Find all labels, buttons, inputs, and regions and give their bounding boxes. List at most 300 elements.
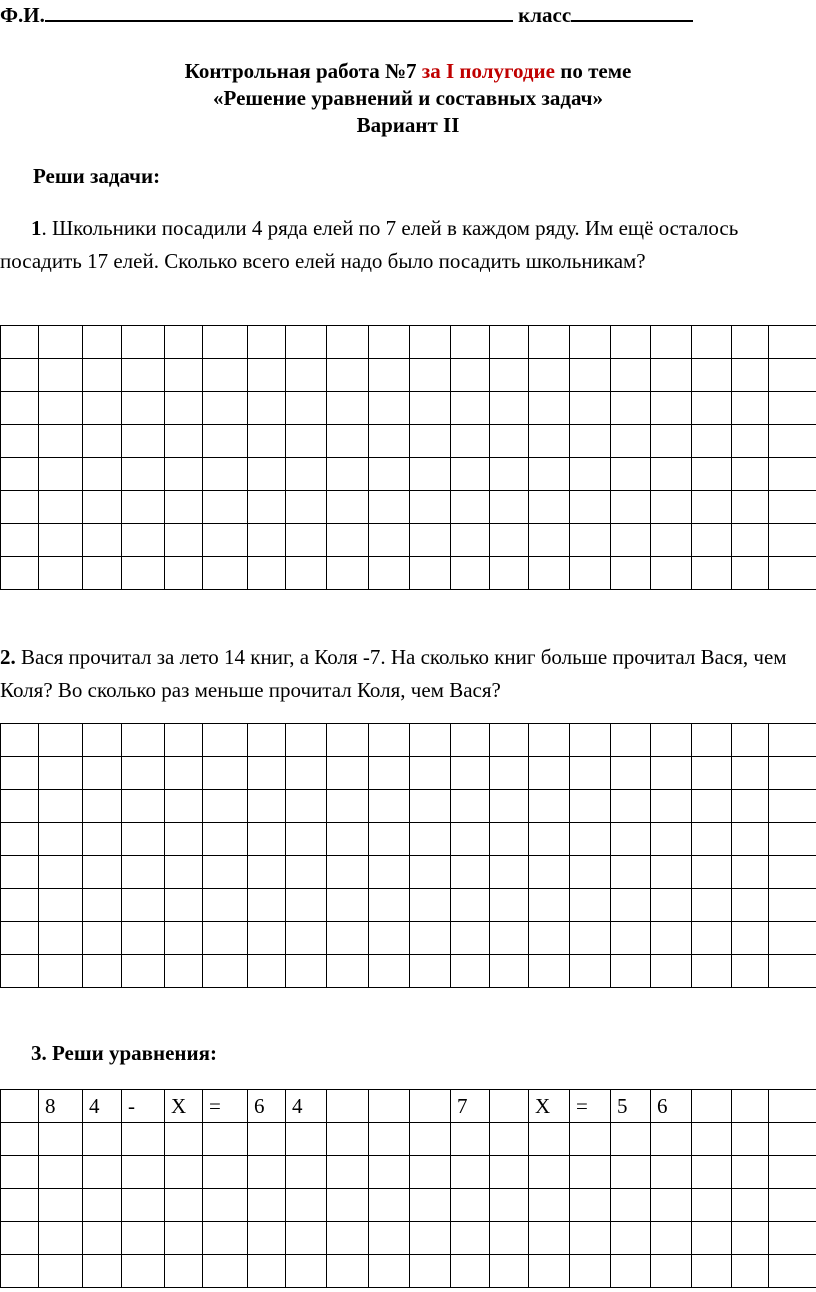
grid-cell[interactable]: [286, 856, 327, 889]
grid-cell[interactable]: [369, 458, 410, 491]
grid-cell[interactable]: [769, 955, 816, 988]
grid-cell[interactable]: [732, 1255, 769, 1288]
grid-cell[interactable]: [165, 326, 203, 359]
grid-cell[interactable]: [203, 724, 248, 757]
grid-cell[interactable]: [692, 757, 732, 790]
grid-cell[interactable]: [410, 790, 451, 823]
equation-cell[interactable]: -: [122, 1090, 165, 1123]
grid-cell[interactable]: [1, 757, 39, 790]
grid-cell[interactable]: [203, 359, 248, 392]
equation-cell[interactable]: =: [570, 1090, 611, 1123]
grid-cell[interactable]: [410, 359, 451, 392]
grid-cell[interactable]: [165, 1123, 203, 1156]
grid-cell[interactable]: [732, 359, 769, 392]
equation-cell[interactable]: [410, 1090, 451, 1123]
grid-cell[interactable]: [769, 1123, 816, 1156]
grid-cell[interactable]: [122, 790, 165, 823]
grid-cell[interactable]: [611, 790, 651, 823]
grid-cell[interactable]: [1, 326, 39, 359]
grid-cell[interactable]: [410, 491, 451, 524]
grid-cell[interactable]: [490, 955, 529, 988]
grid-cell[interactable]: [1, 823, 39, 856]
grid-cell[interactable]: [611, 1123, 651, 1156]
grid-cell[interactable]: [248, 757, 286, 790]
grid-cell[interactable]: [490, 1255, 529, 1288]
grid-cell[interactable]: [611, 757, 651, 790]
grid-cell[interactable]: [327, 1123, 369, 1156]
grid-cell[interactable]: [248, 1123, 286, 1156]
grid-cell[interactable]: [410, 524, 451, 557]
grid-cell[interactable]: [327, 1156, 369, 1189]
grid-cell[interactable]: [769, 359, 816, 392]
grid-cell[interactable]: [611, 491, 651, 524]
grid-cell[interactable]: [769, 458, 816, 491]
grid-cell[interactable]: [490, 557, 529, 590]
grid-cell[interactable]: [286, 458, 327, 491]
grid-cell[interactable]: [451, 790, 490, 823]
grid-cell[interactable]: [1, 1123, 39, 1156]
grid-cell[interactable]: [1, 889, 39, 922]
grid-cell[interactable]: [451, 757, 490, 790]
grid-cell[interactable]: [369, 823, 410, 856]
grid-cell[interactable]: [248, 724, 286, 757]
grid-cell[interactable]: [83, 724, 122, 757]
grid-cell[interactable]: [651, 724, 692, 757]
grid-cell[interactable]: [248, 1156, 286, 1189]
grid-cell[interactable]: [248, 922, 286, 955]
grid-cell[interactable]: [692, 524, 732, 557]
grid-cell[interactable]: [692, 1123, 732, 1156]
equation-cell[interactable]: 4: [286, 1090, 327, 1123]
grid-cell[interactable]: [83, 557, 122, 590]
grid-cell[interactable]: [248, 359, 286, 392]
grid-cell[interactable]: [327, 823, 369, 856]
grid-cell[interactable]: [1, 790, 39, 823]
grid-cell[interactable]: [529, 1255, 570, 1288]
grid-cell[interactable]: [611, 425, 651, 458]
grid-cell[interactable]: [451, 1189, 490, 1222]
grid-cell[interactable]: [692, 1156, 732, 1189]
grid-cell[interactable]: [651, 491, 692, 524]
equation-cell[interactable]: [327, 1090, 369, 1123]
equation-cell[interactable]: 6: [651, 1090, 692, 1123]
grid-cell[interactable]: [451, 557, 490, 590]
grid-cell[interactable]: [122, 1156, 165, 1189]
grid-cell[interactable]: [410, 757, 451, 790]
grid-cell[interactable]: [529, 724, 570, 757]
grid-cell[interactable]: [529, 326, 570, 359]
grid-cell[interactable]: [611, 955, 651, 988]
grid-cell[interactable]: [248, 392, 286, 425]
grid-cell[interactable]: [769, 823, 816, 856]
grid-cell[interactable]: [165, 392, 203, 425]
grid-cell[interactable]: [1, 1222, 39, 1255]
grid-cell[interactable]: [570, 425, 611, 458]
grid-cell[interactable]: [327, 359, 369, 392]
grid-cell[interactable]: [732, 392, 769, 425]
grid-cell[interactable]: [369, 557, 410, 590]
grid-cell[interactable]: [490, 359, 529, 392]
grid-cell[interactable]: [769, 724, 816, 757]
grid-cell[interactable]: [490, 1222, 529, 1255]
grid-cell[interactable]: [451, 1123, 490, 1156]
grid-cell[interactable]: [327, 955, 369, 988]
grid-cell[interactable]: [732, 1222, 769, 1255]
grid-cell[interactable]: [451, 955, 490, 988]
grid-cell[interactable]: [286, 557, 327, 590]
grid-cell[interactable]: [83, 524, 122, 557]
grid-cell[interactable]: [651, 1123, 692, 1156]
grid-cell[interactable]: [39, 392, 83, 425]
grid-cell[interactable]: [410, 1222, 451, 1255]
grid-cell[interactable]: [1, 724, 39, 757]
equation-cell[interactable]: Х: [529, 1090, 570, 1123]
grid-cell[interactable]: [248, 889, 286, 922]
grid-cell[interactable]: [39, 955, 83, 988]
grid-cell[interactable]: [410, 326, 451, 359]
equation-cell[interactable]: [692, 1090, 732, 1123]
grid-cell[interactable]: [327, 557, 369, 590]
grid-cell[interactable]: [327, 1222, 369, 1255]
grid-cell[interactable]: [490, 757, 529, 790]
grid-cell[interactable]: [692, 790, 732, 823]
grid-cell[interactable]: [732, 790, 769, 823]
grid-cell[interactable]: [692, 425, 732, 458]
grid-cell[interactable]: [122, 1123, 165, 1156]
grid-cell[interactable]: [529, 757, 570, 790]
grid-cell[interactable]: [570, 757, 611, 790]
grid-cell[interactable]: [692, 955, 732, 988]
grid-cell[interactable]: [248, 823, 286, 856]
equation-cell[interactable]: [490, 1090, 529, 1123]
grid-cell[interactable]: [83, 889, 122, 922]
equation-cell[interactable]: 8: [39, 1090, 83, 1123]
grid-cell[interactable]: [122, 458, 165, 491]
grid-cell[interactable]: [165, 524, 203, 557]
grid-cell[interactable]: [451, 1222, 490, 1255]
equation-cell[interactable]: [732, 1090, 769, 1123]
grid-cell[interactable]: [327, 922, 369, 955]
grid-cell[interactable]: [529, 955, 570, 988]
grid-cell[interactable]: [369, 491, 410, 524]
grid-cell[interactable]: [1, 392, 39, 425]
grid-cell[interactable]: [369, 326, 410, 359]
grid-cell[interactable]: [410, 724, 451, 757]
grid-cell[interactable]: [769, 1156, 816, 1189]
grid-cell[interactable]: [570, 524, 611, 557]
grid-cell[interactable]: [692, 326, 732, 359]
grid-cell[interactable]: [732, 724, 769, 757]
grid-cell[interactable]: [203, 392, 248, 425]
grid-cell[interactable]: [692, 922, 732, 955]
grid-cell[interactable]: [165, 1156, 203, 1189]
grid-cell[interactable]: [248, 326, 286, 359]
grid-cell[interactable]: [611, 856, 651, 889]
grid-cell[interactable]: [570, 1189, 611, 1222]
grid-cell[interactable]: [248, 557, 286, 590]
grid-cell[interactable]: [732, 757, 769, 790]
grid-cell[interactable]: [39, 359, 83, 392]
equation-cell[interactable]: 6: [248, 1090, 286, 1123]
grid-cell[interactable]: [248, 425, 286, 458]
grid-cell[interactable]: [651, 392, 692, 425]
grid-cell[interactable]: [410, 823, 451, 856]
grid-cell[interactable]: [286, 1222, 327, 1255]
grid-cell[interactable]: [327, 757, 369, 790]
grid-cell[interactable]: [611, 724, 651, 757]
grid-cell[interactable]: [769, 326, 816, 359]
grid-cell[interactable]: [651, 1222, 692, 1255]
grid-cell[interactable]: [529, 1156, 570, 1189]
grid-cell[interactable]: [1, 425, 39, 458]
grid-cell[interactable]: [122, 1189, 165, 1222]
grid-cell[interactable]: [286, 491, 327, 524]
grid-cell[interactable]: [490, 491, 529, 524]
grid-cell[interactable]: [203, 823, 248, 856]
grid-cell[interactable]: [769, 1189, 816, 1222]
grid-cell[interactable]: [451, 1255, 490, 1288]
grid-cell[interactable]: [769, 889, 816, 922]
equation-cell[interactable]: 5: [611, 1090, 651, 1123]
grid-cell[interactable]: [611, 524, 651, 557]
grid-cell[interactable]: [570, 1123, 611, 1156]
grid-cell[interactable]: [570, 889, 611, 922]
grid-cell[interactable]: [248, 1189, 286, 1222]
grid-cell[interactable]: [165, 856, 203, 889]
grid-cell[interactable]: [570, 1255, 611, 1288]
grid-cell[interactable]: [570, 458, 611, 491]
grid-cell[interactable]: [490, 856, 529, 889]
grid-cell[interactable]: [1, 557, 39, 590]
grid-cell[interactable]: [327, 491, 369, 524]
grid-cell[interactable]: [327, 326, 369, 359]
equation-grid-task-3[interactable]: [0, 1089, 816, 1288]
grid-cell[interactable]: [327, 392, 369, 425]
grid-cell[interactable]: [732, 823, 769, 856]
grid-cell[interactable]: [122, 326, 165, 359]
grid-cell[interactable]: [203, 790, 248, 823]
grid-cell[interactable]: [165, 1255, 203, 1288]
grid-cell[interactable]: [122, 1222, 165, 1255]
grid-cell[interactable]: [570, 1156, 611, 1189]
grid-cell[interactable]: [122, 392, 165, 425]
grid-cell[interactable]: [83, 922, 122, 955]
answer-grid-task-2[interactable]: [0, 723, 816, 988]
grid-cell[interactable]: [529, 889, 570, 922]
grid-cell[interactable]: [165, 922, 203, 955]
grid-cell[interactable]: [369, 425, 410, 458]
equation-cell[interactable]: [769, 1090, 816, 1123]
grid-cell[interactable]: [570, 790, 611, 823]
grid-cell[interactable]: [39, 856, 83, 889]
grid-cell[interactable]: [451, 524, 490, 557]
grid-cell[interactable]: [490, 922, 529, 955]
grid-cell[interactable]: [692, 491, 732, 524]
grid-cell[interactable]: [410, 1255, 451, 1288]
grid-cell[interactable]: [529, 392, 570, 425]
grid-cell[interactable]: [327, 1189, 369, 1222]
grid-cell[interactable]: [286, 524, 327, 557]
grid-cell[interactable]: [39, 1222, 83, 1255]
grid-cell[interactable]: [122, 359, 165, 392]
grid-cell[interactable]: [165, 1222, 203, 1255]
grid-cell[interactable]: [451, 823, 490, 856]
grid-cell[interactable]: [570, 823, 611, 856]
grid-cell[interactable]: [122, 922, 165, 955]
grid-cell[interactable]: [692, 359, 732, 392]
grid-cell[interactable]: [732, 557, 769, 590]
grid-cell[interactable]: [451, 326, 490, 359]
grid-cell[interactable]: [369, 889, 410, 922]
grid-cell[interactable]: [39, 458, 83, 491]
grid-cell[interactable]: [286, 1189, 327, 1222]
grid-cell[interactable]: [122, 823, 165, 856]
grid-cell[interactable]: [692, 1189, 732, 1222]
grid-cell[interactable]: [39, 1123, 83, 1156]
grid-cell[interactable]: [248, 1255, 286, 1288]
grid-cell[interactable]: [165, 724, 203, 757]
grid-cell[interactable]: [451, 724, 490, 757]
grid-cell[interactable]: [369, 1222, 410, 1255]
grid-cell[interactable]: [83, 856, 122, 889]
grid-cell[interactable]: [529, 425, 570, 458]
grid-cell[interactable]: [286, 392, 327, 425]
grid-cell[interactable]: [529, 823, 570, 856]
grid-cell[interactable]: [529, 524, 570, 557]
grid-cell[interactable]: [122, 856, 165, 889]
equation-cell[interactable]: Х: [165, 1090, 203, 1123]
grid-cell[interactable]: [570, 922, 611, 955]
grid-cell[interactable]: [248, 458, 286, 491]
grid-cell[interactable]: [490, 326, 529, 359]
grid-cell[interactable]: [732, 524, 769, 557]
grid-cell[interactable]: [203, 458, 248, 491]
grid-cell[interactable]: [692, 458, 732, 491]
grid-cell[interactable]: [369, 1123, 410, 1156]
grid-cell[interactable]: [651, 1189, 692, 1222]
grid-cell[interactable]: [165, 823, 203, 856]
grid-cell[interactable]: [529, 922, 570, 955]
grid-cell[interactable]: [122, 955, 165, 988]
grid-cell[interactable]: [286, 922, 327, 955]
grid-cell[interactable]: [165, 491, 203, 524]
grid-cell[interactable]: [203, 1222, 248, 1255]
grid-cell[interactable]: [490, 524, 529, 557]
grid-cell[interactable]: [651, 458, 692, 491]
grid-cell[interactable]: [570, 557, 611, 590]
grid-cell[interactable]: [611, 557, 651, 590]
grid-cell[interactable]: [122, 491, 165, 524]
grid-cell[interactable]: [451, 1156, 490, 1189]
grid-cell[interactable]: [286, 359, 327, 392]
grid-cell[interactable]: [651, 922, 692, 955]
grid-cell[interactable]: [732, 326, 769, 359]
grid-cell[interactable]: [286, 757, 327, 790]
grid-cell[interactable]: [611, 823, 651, 856]
grid-cell[interactable]: [529, 1123, 570, 1156]
grid-cell[interactable]: [39, 524, 83, 557]
grid-cell[interactable]: [732, 955, 769, 988]
grid-cell[interactable]: [769, 392, 816, 425]
grid-cell[interactable]: [203, 856, 248, 889]
grid-cell[interactable]: [769, 856, 816, 889]
grid-cell[interactable]: [529, 1189, 570, 1222]
grid-cell[interactable]: [769, 1222, 816, 1255]
grid-cell[interactable]: [39, 425, 83, 458]
grid-cell[interactable]: [570, 392, 611, 425]
grid-cell[interactable]: [490, 1123, 529, 1156]
grid-cell[interactable]: [529, 491, 570, 524]
grid-cell[interactable]: [732, 1156, 769, 1189]
grid-cell[interactable]: [39, 922, 83, 955]
grid-cell[interactable]: [369, 922, 410, 955]
grid-cell[interactable]: [611, 458, 651, 491]
grid-cell[interactable]: [410, 557, 451, 590]
grid-cell[interactable]: [369, 790, 410, 823]
grid-cell[interactable]: [769, 524, 816, 557]
grid-cell[interactable]: [248, 1222, 286, 1255]
grid-cell[interactable]: [611, 392, 651, 425]
grid-cell[interactable]: [203, 524, 248, 557]
grid-cell[interactable]: [122, 425, 165, 458]
grid-cell[interactable]: [410, 425, 451, 458]
grid-cell[interactable]: [203, 557, 248, 590]
grid-cell[interactable]: [651, 790, 692, 823]
grid-cell[interactable]: [490, 392, 529, 425]
grid-cell[interactable]: [611, 1156, 651, 1189]
grid-cell[interactable]: [369, 757, 410, 790]
equation-cell[interactable]: 4: [83, 1090, 122, 1123]
grid-cell[interactable]: [369, 359, 410, 392]
grid-cell[interactable]: [651, 823, 692, 856]
grid-cell[interactable]: [410, 955, 451, 988]
grid-cell[interactable]: [410, 1156, 451, 1189]
grid-cell[interactable]: [692, 724, 732, 757]
grid-cell[interactable]: [692, 1222, 732, 1255]
grid-cell[interactable]: [1, 491, 39, 524]
grid-cell[interactable]: [1, 359, 39, 392]
grid-cell[interactable]: [692, 889, 732, 922]
grid-cell[interactable]: [203, 1156, 248, 1189]
grid-cell[interactable]: [692, 1255, 732, 1288]
grid-cell[interactable]: [203, 757, 248, 790]
grid-cell[interactable]: [122, 557, 165, 590]
grid-cell[interactable]: [1, 524, 39, 557]
grid-cell[interactable]: [651, 326, 692, 359]
grid-cell[interactable]: [490, 889, 529, 922]
grid-cell[interactable]: [611, 1255, 651, 1288]
grid-cell[interactable]: [83, 1255, 122, 1288]
grid-cell[interactable]: [83, 1123, 122, 1156]
grid-cell[interactable]: [651, 359, 692, 392]
grid-cell[interactable]: [490, 425, 529, 458]
grid-cell[interactable]: [369, 1189, 410, 1222]
grid-cell[interactable]: [39, 790, 83, 823]
grid-cell[interactable]: [1, 1189, 39, 1222]
grid-cell[interactable]: [83, 1222, 122, 1255]
grid-cell[interactable]: [692, 557, 732, 590]
grid-cell[interactable]: [570, 359, 611, 392]
grid-cell[interactable]: [769, 922, 816, 955]
answer-grid-task-1[interactable]: [0, 325, 816, 590]
grid-cell[interactable]: [769, 491, 816, 524]
grid-cell[interactable]: [39, 491, 83, 524]
grid-cell[interactable]: [369, 524, 410, 557]
grid-cell[interactable]: [769, 425, 816, 458]
equation-cell[interactable]: =: [203, 1090, 248, 1123]
grid-cell[interactable]: [83, 790, 122, 823]
grid-cell[interactable]: [570, 856, 611, 889]
